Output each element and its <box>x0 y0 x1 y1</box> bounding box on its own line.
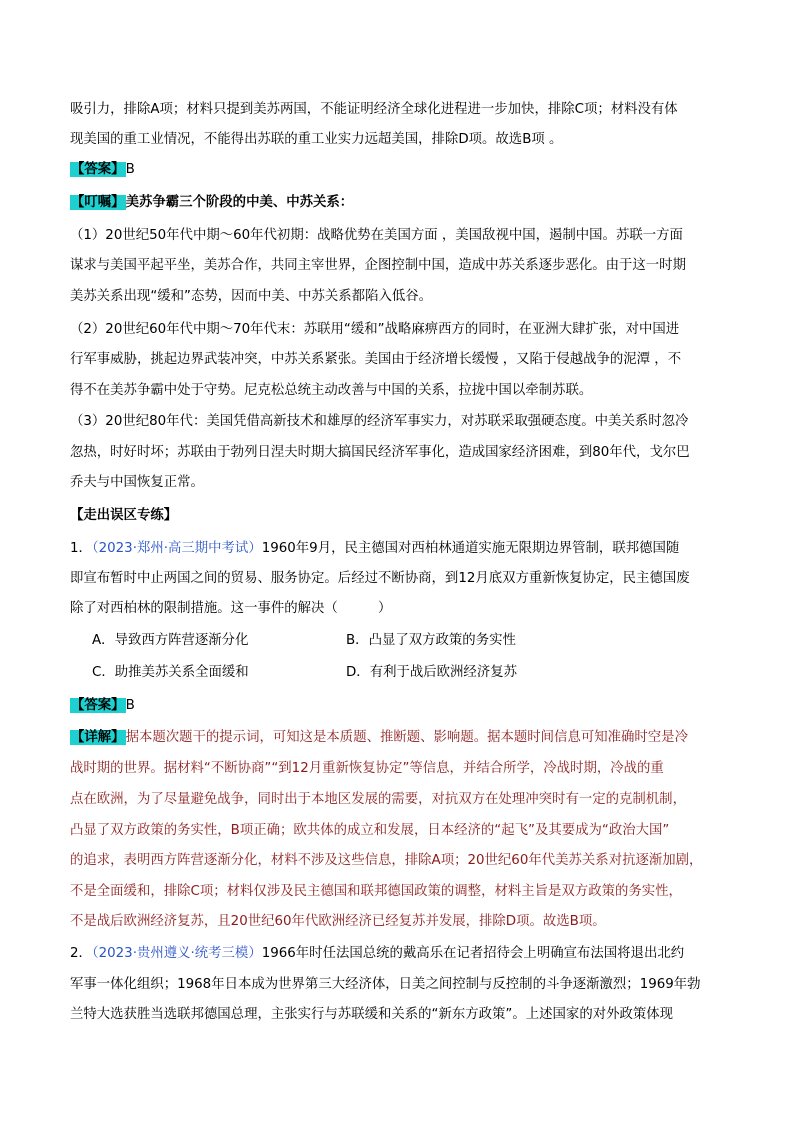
option-d: D．有利于战后欧洲经济复苏 <box>346 665 517 680</box>
text-line: 美苏关系出现“缓和”态势，因而中美、中苏关系都陷入低谷。 <box>70 289 433 304</box>
reminder-line <box>70 194 724 212</box>
option-c: C．助推美苏关系全面缓和 <box>92 665 249 680</box>
text-line: 兰特大选获胜当选联邦德国总理，主张实行与苏联缓和关系的“新东方政策”。上述国家的对外政策体现 <box>70 1007 674 1022</box>
detail-line: 战时期的世界。据材料“不断协商”“到12月重新恢复协定”等信息，并结合所学，冷战时期，冷战的重 <box>70 761 664 776</box>
answer-value: B <box>125 698 135 713</box>
detail-tag: 【详解】 <box>71 730 125 745</box>
question-text: 1960年9月，民主德国对西柏林通道实施无限期边界管制，联邦德国随 <box>261 541 680 556</box>
detail-line <box>70 729 724 747</box>
question-number: 1． <box>70 541 92 556</box>
text-line: 乔夫与中国恢复正常。 <box>70 475 204 490</box>
text-line: 谋求与美国平起平坐，美苏合作，共同主宰世界，企图控制中国，造成中苏关系逐步恶化。由于这一时期 <box>70 258 686 273</box>
text-line: 现美国的重工业情况，不能得出苏联的重工业实力远超美国，排除D项。故选B项 。 <box>70 132 563 147</box>
detail-line: 不是全面缓和，排除C项；材料仅涉及民主德国和联邦德国政策的调整，材料主旨是双方政策的务实性， <box>70 884 682 899</box>
option-a: A．导致西方阵营逐渐分化 <box>92 633 249 648</box>
answer-line <box>70 697 724 715</box>
text-line: 得不在美苏争霸中处于守势。尼克松总统主动改善与中国的关系，拉拢中国以牵制苏联。 <box>70 383 593 398</box>
text-line: （2）20世纪60年代中期～70年代末：苏联用“缓和”战略麻痹西方的同时，在亚洲大肆扩张，对中国进 <box>70 322 680 337</box>
text-line: 军事一体化组织；1968年日本成为世界第三大经济体，日美之间控制与反控制的斗争逐渐激烈；1969年勃 <box>70 977 701 992</box>
question-text: 1966年时任法国总统的戴高乐在记者招待会上明确宣布法国将退出北约 <box>261 946 685 961</box>
answer-tag: 【答案】 <box>71 698 125 713</box>
reminder-tag: 【叮嘱】 <box>71 195 125 210</box>
detail-line: 不是战后欧洲经济复苏，且20世纪60年代欧洲经济已经复苏并发展，排除D项。故选B项。 <box>70 914 606 929</box>
text-line: （3）20世纪80年代：美国凭借高新技术和雄厚的经济军事实力，对苏联采取强硬态度。中美关系时忽冷 <box>70 414 689 429</box>
text-line: 忽热，时好时坏；苏联由于勃列日涅夫时期大搞国民经济军事化，造成国家经济困难，到80年代，戈尔巴 <box>70 445 690 460</box>
section-heading: 【走出误区专练】 <box>70 508 178 523</box>
text-line: 即宣布暂时中止两国之间的贸易、服务协定。后经过不断协商，到12月底双方重新恢复协定，民主德国废 <box>70 571 690 586</box>
question-number: 2． <box>70 946 92 961</box>
text-line: 吸引力，排除A项；材料只提到美苏两国，不能证明经济全球化进程进一步加快，排除C项；材料没有体 <box>70 102 678 117</box>
answer-line <box>70 161 724 179</box>
question-source: （2023·郑州·高三期中考试） <box>91 541 262 556</box>
text-line: （1）20世纪50年代中期～60年代初期：战略优势在美国方面 ，美国敌视中国，遏制中国。苏联一方面 <box>70 228 683 243</box>
text-line: 除了对西柏林的限制措施。这一事件的解决（ ） <box>70 601 392 616</box>
reminder-title: 美苏争霸三个阶段的中美、中苏关系： <box>125 195 354 210</box>
detail-line: 的追求，表明西方阵营逐渐分化，材料不涉及这些信息，排除A项；20世纪60年代美苏关系对抗逐渐加剧， <box>70 853 703 868</box>
answer-value: B <box>125 162 135 177</box>
text-line: 行军事威胁，挑起边界武装冲突，中苏关系紧张。美国由于经济增长缓慢 ，又陷于侵越战争的泥潭 ，不 <box>70 352 682 367</box>
question-2-line <box>70 945 724 963</box>
option-b: B．凸显了双方政策的务实性 <box>346 633 516 648</box>
answer-tag: 【答案】 <box>71 162 125 177</box>
detail-text: 据本题次题干的提示词，可知这是本质题、推断题、影响题。据本题时间信息可知准确时空是冷 <box>125 730 688 745</box>
detail-line: 点在欧洲，为了尽量避免战争，同时出于本地区发展的需要，对抗双方在处理冲突时有一定的克制机制， <box>70 792 686 807</box>
detail-line: 凸显了双方政策的务实性，B项正确；欧共体的成立和发展，日本经济的“起飞”及其要成为“政治大国” <box>70 823 670 838</box>
question-source: （2023·贵州遵义·统考三模） <box>91 946 262 961</box>
question-1-line <box>70 540 724 558</box>
